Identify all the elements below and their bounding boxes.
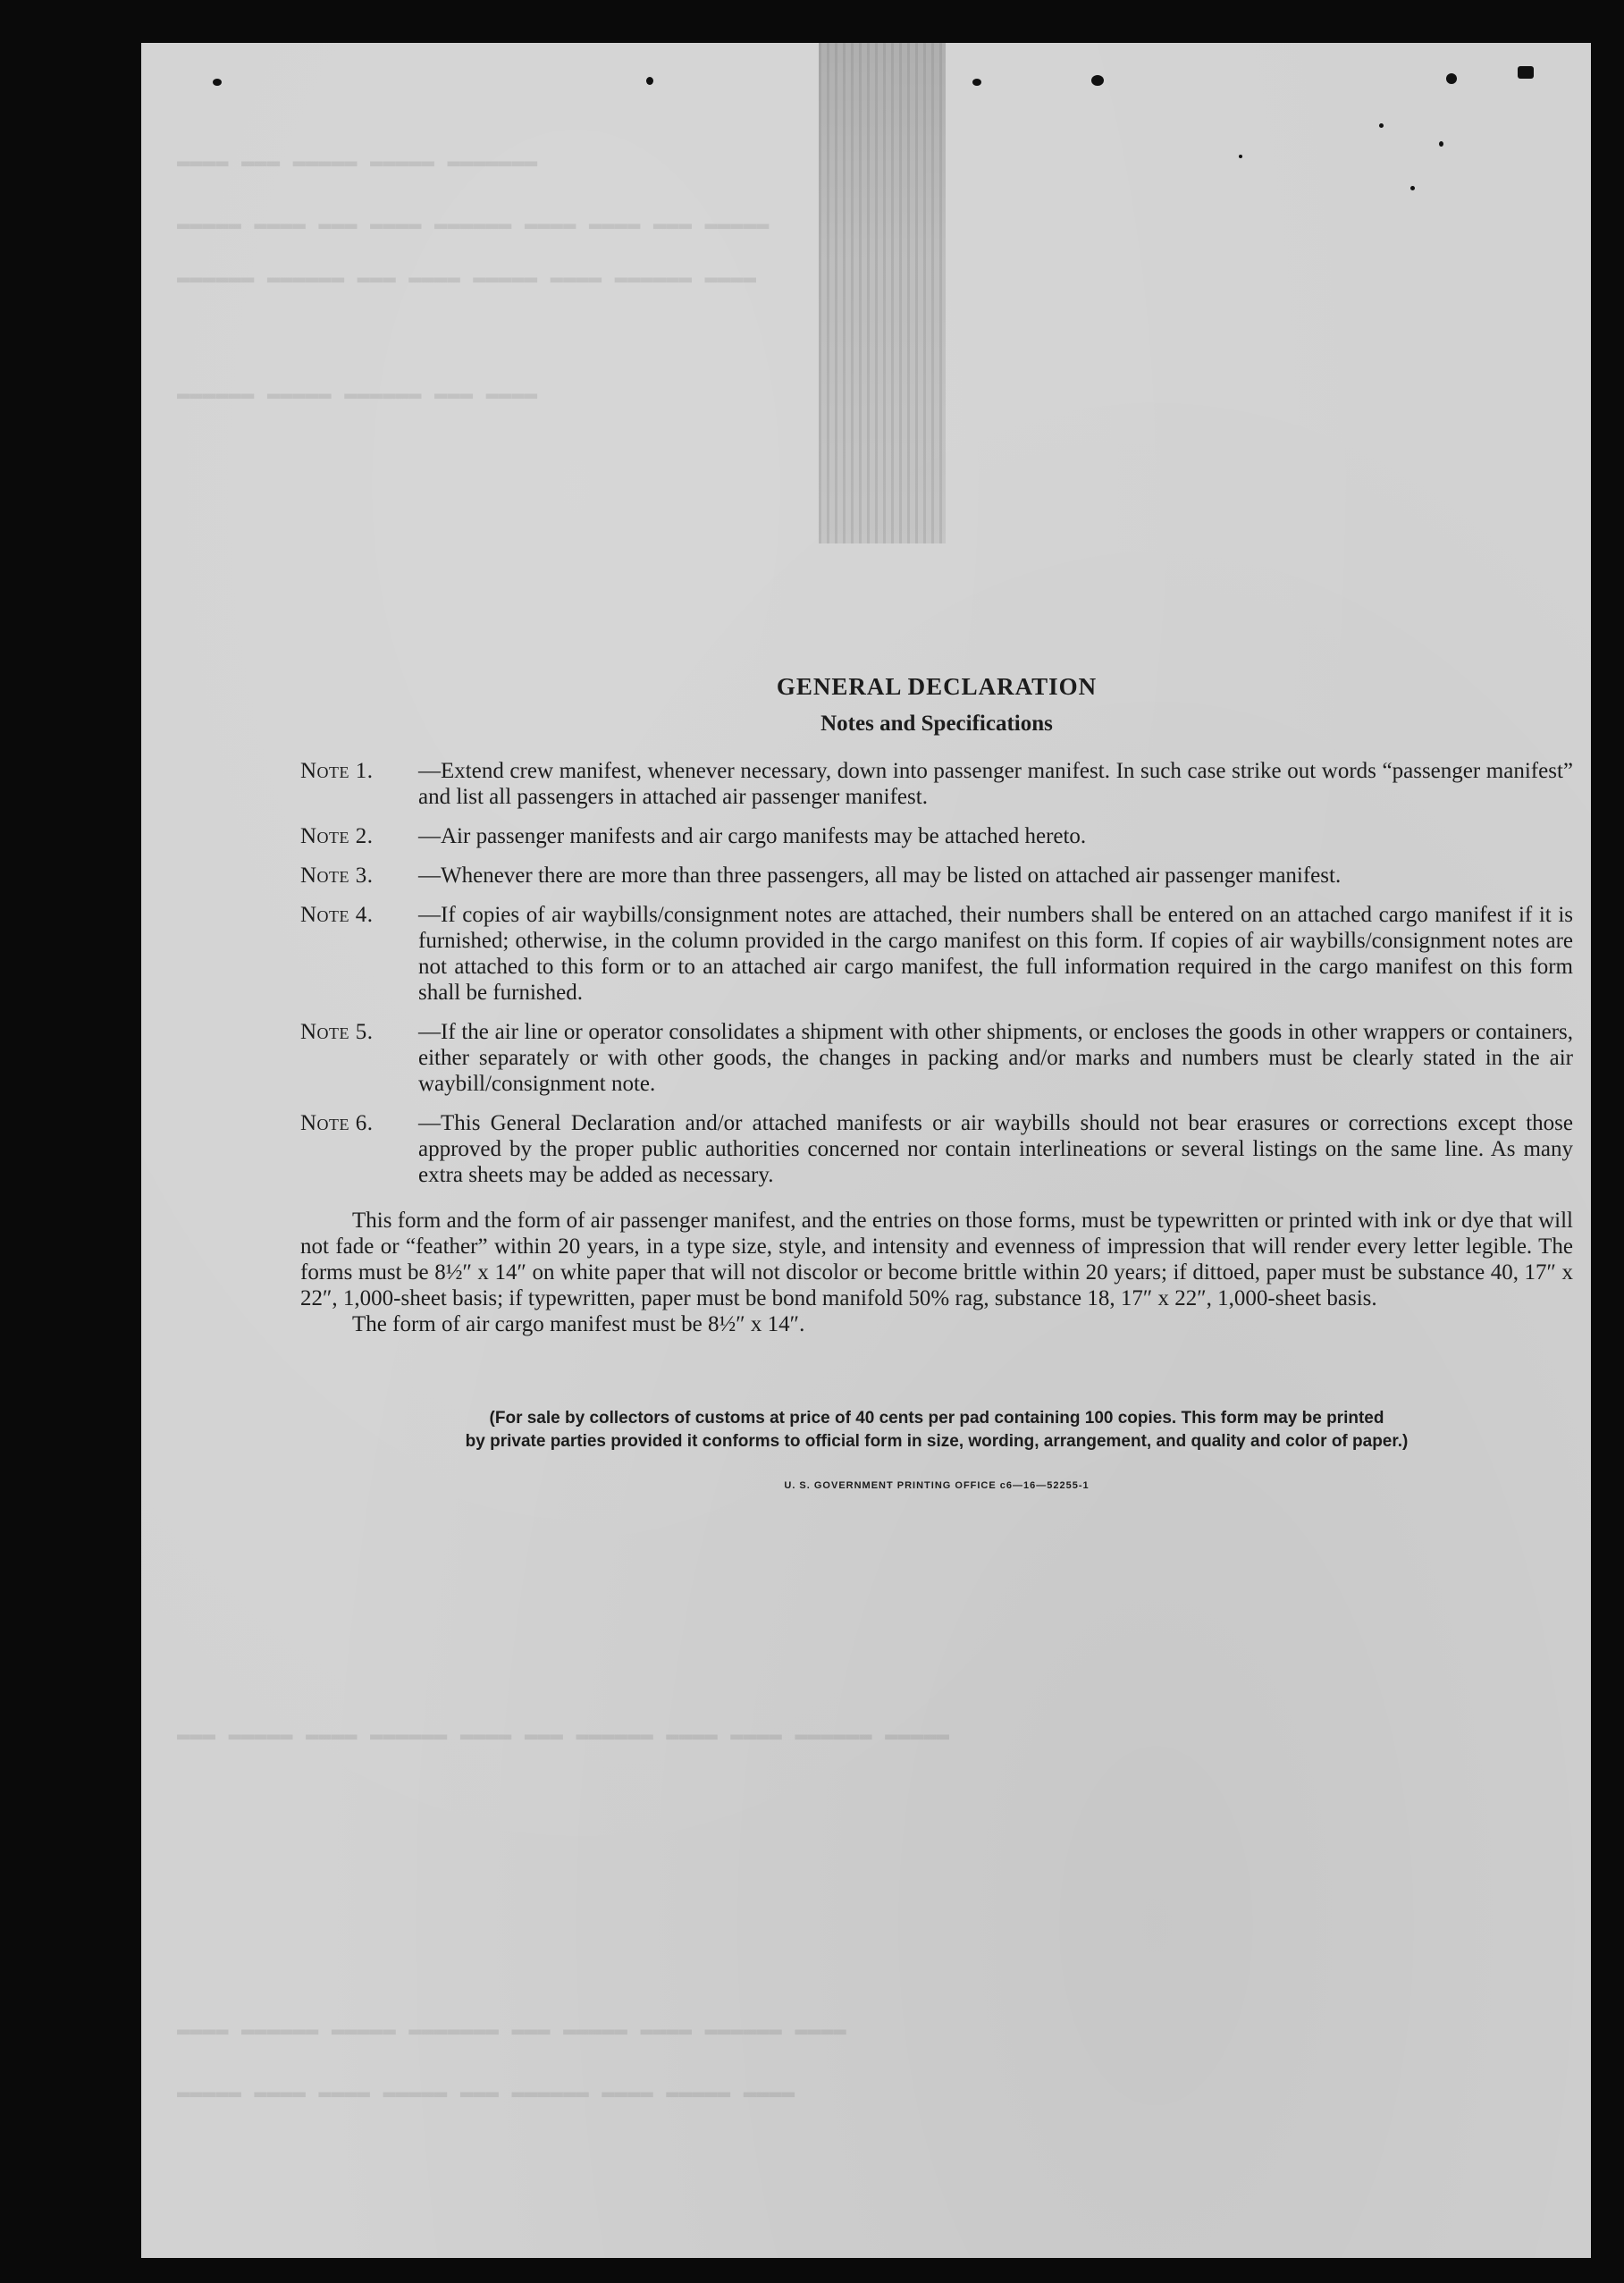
specifications-paragraph: This form and the form of air passenger manifest, and the entries on those forms, must be typewritten or printed with ink or dye that will not fade or “feather” within 20 years, in a type size, style, and intensity and evenness of impression that will render every letter legible. The forms must be 8½″ x 14″ on white paper that will not discolor or become brittle within 20 years; if dittoed, paper must be substance 40, 17″ x 22″, 1,000-sheet basis; if typewritten, paper must be bond manifold 50% rag, substance 18, 17″ x 22″, 1,000-sheet basis.: [300, 1209, 1573, 1310]
bleed-through-text: ▬▬▬▬▬ ▬▬▬▬ ▬▬▬▬ ▬▬▬▬▬ ▬▬▬ ▬▬▬▬▬▬ ▬▬▬▬ ▬▬▬▬▬ ▬▬▬▬: [177, 2081, 795, 2105]
note-item: [300, 1110, 1573, 1188]
tape-strip: [819, 43, 946, 543]
ink-speck: [213, 79, 222, 86]
note-label: Note 2.: [300, 824, 374, 848]
bleed-through-text: ▬▬▬▬ ▬▬▬▬▬▬ ▬▬▬▬▬ ▬▬▬▬▬▬▬ ▬▬▬ ▬▬▬▬▬ ▬▬▬▬ ▬▬▬▬▬▬ ▬▬▬▬: [177, 2018, 846, 2043]
declaration-notes: [300, 628, 1573, 1491]
sale-notice-line: (For sale by collectors of customs at price of 40 cents per pad containing 100 copies. This form may be printed: [489, 1409, 1384, 1428]
document-title: GENERAL DECLARATION: [776, 673, 1098, 700]
bleed-through-text: ▬▬▬▬▬▬ ▬▬▬▬▬ ▬▬▬▬▬▬ ▬▬▬ ▬▬▬▬: [177, 383, 538, 407]
note-item: [300, 758, 1573, 810]
note-text: —If copies of air waybills/consignment notes are attached, their numbers shall be entered on an attached cargo manifest if it is furnished; otherwise, in the column provided in the cargo manifest on this form. If copies of air waybills/consignment notes are not attached to this form or to an attached air cargo manifest, the full information required in the cargo manifest on this form shall be furnished.: [418, 903, 1573, 1005]
printing-office-imprint: U. S. GOVERNMENT PRINTING OFFICE c6—16—52255-1: [784, 1480, 1090, 1491]
ink-speck: [1091, 75, 1104, 86]
bleed-through-text: ▬▬▬▬▬ ▬▬▬▬ ▬▬▬ ▬▬▬▬ ▬▬▬▬▬▬ ▬▬▬▬ ▬▬▬▬ ▬▬▬ ▬▬▬▬▬: [177, 213, 770, 237]
sale-notice-line: by private parties provided it conforms to official form in size, wording, arrangement, and quality and color of paper.): [465, 1432, 1409, 1451]
ink-speck: [1518, 66, 1534, 79]
notes-list: [300, 758, 1573, 1188]
note-text: —If the air line or operator consolidates a shipment with other shipments, or encloses the goods in other wrappers or containers, either separately or with other goods, the changes in packing and/or marks and numbers must be clearly stated in the air waybill/consignment note.: [418, 1020, 1573, 1096]
bleed-through-text: ▬▬▬▬▬▬ ▬▬▬▬▬▬ ▬▬▬ ▬▬▬▬ ▬▬▬▬▬ ▬▬▬▬ ▬▬▬▬▬▬ ▬▬▬▬: [177, 266, 757, 291]
note-label: Note 1.: [300, 759, 374, 783]
ink-speck: [1379, 123, 1384, 128]
note-item: [300, 1019, 1573, 1097]
ink-speck: [1239, 155, 1242, 158]
ink-speck: [646, 77, 653, 85]
note-text: —Whenever there are more than three passengers, all may be listed on attached air passenger manifest.: [418, 863, 1342, 888]
note-label: Note 6.: [300, 1111, 374, 1135]
ink-speck: [1446, 73, 1457, 84]
bleed-through-text: ▬▬▬ ▬▬▬▬▬ ▬▬▬▬ ▬▬▬▬▬▬ ▬▬▬▬ ▬▬▬ ▬▬▬▬▬▬ ▬▬▬▬ ▬▬▬▬ ▬▬▬▬▬▬ ▬▬▬▬▬: [177, 1723, 950, 1748]
document-subtitle: Notes and Specifications: [820, 712, 1053, 736]
note-text: —Air passenger manifests and air cargo manifests may be attached hereto.: [418, 824, 1087, 848]
document-page: [141, 43, 1591, 2258]
note-text: —This General Declaration and/or attached manifests or air waybills should not bear erasures or corrections except those approved by the proper public authorities concerned nor contain interlineations or several listings on the same line. As many extra sheets may be added as necessary.: [418, 1111, 1573, 1187]
note-label: Note 5.: [300, 1020, 374, 1044]
note-item: [300, 902, 1573, 1006]
ink-speck: [1410, 186, 1415, 190]
ink-speck: [1439, 141, 1443, 147]
note-item: [300, 863, 1573, 889]
note-text: —Extend crew manifest, whenever necessary, down into passenger manifest. In such case strike out words “passenger manifest” and list all passengers in attached air passenger manifest.: [418, 759, 1573, 809]
ink-speck: [972, 79, 981, 86]
bleed-through-text: ▬▬▬▬ ▬▬▬ ▬▬▬▬▬ ▬▬▬▬▬ ▬▬▬▬▬▬▬: [177, 150, 538, 174]
note-label: Note 3.: [300, 863, 374, 888]
note-item: [300, 823, 1573, 849]
cargo-manifest-size-line: The form of air cargo manifest must be 8½″ x 14″.: [352, 1312, 805, 1336]
note-label: Note 4.: [300, 903, 374, 927]
sale-notice: [300, 1407, 1573, 1453]
